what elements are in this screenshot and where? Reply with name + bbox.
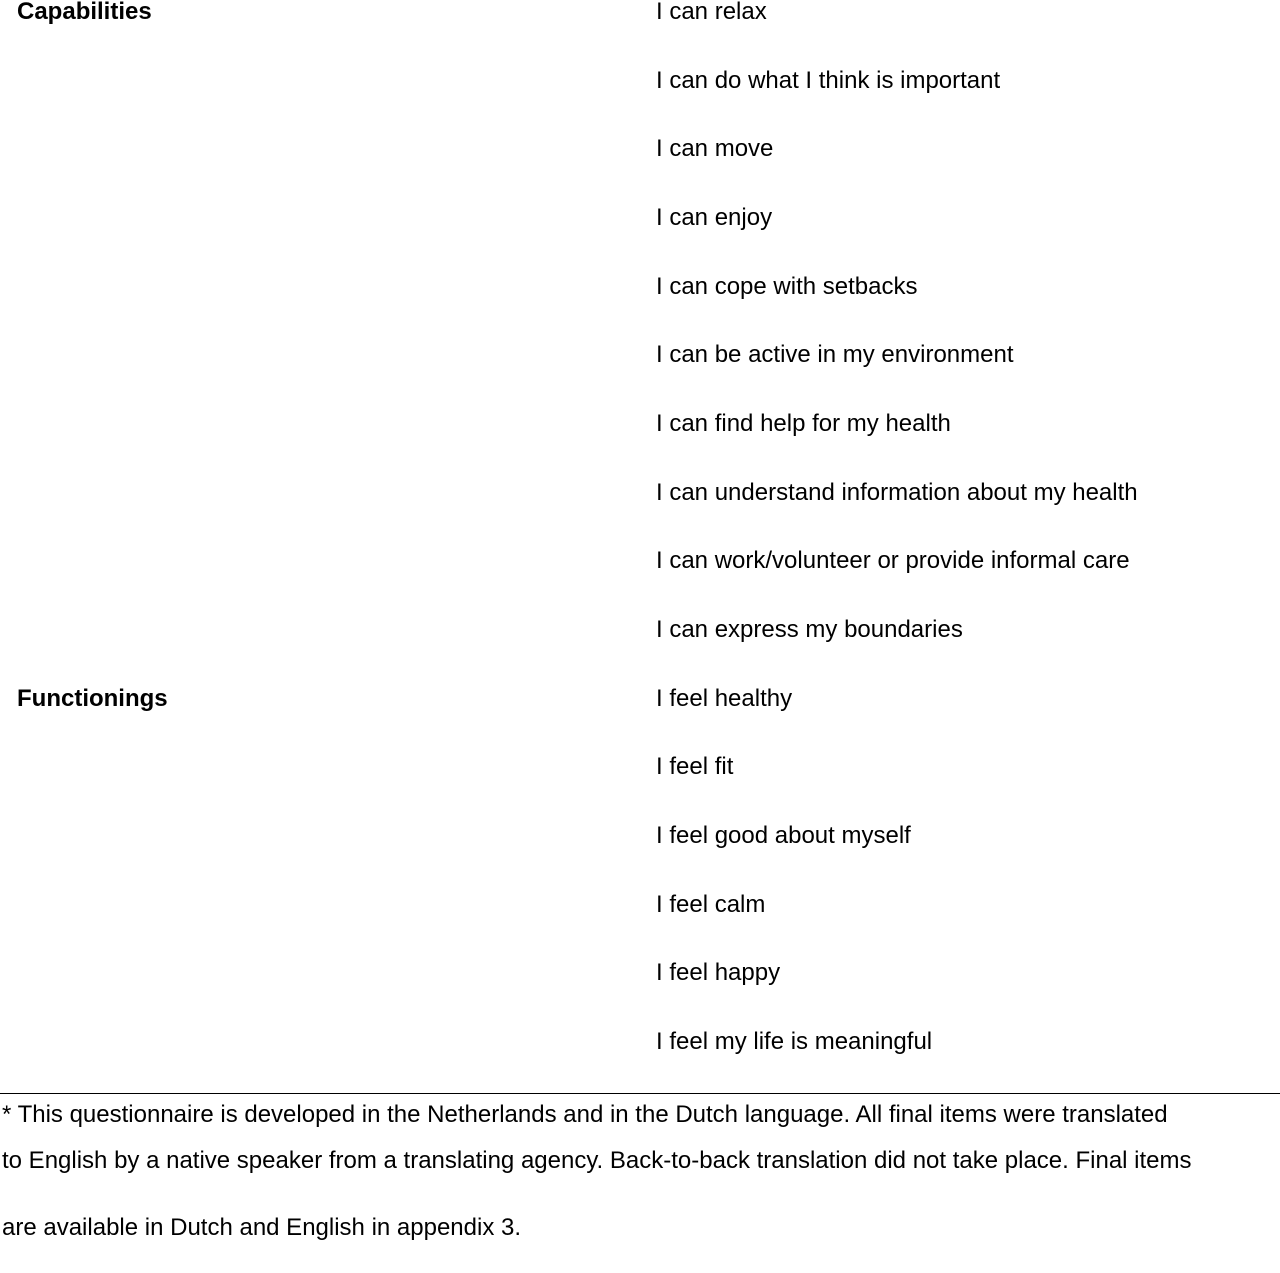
table-row: [0, 134, 1280, 164]
footnote-line: * This questionnaire is developed in the Netherlands and in the Dutch language. All final items were translated: [2, 1101, 1168, 1128]
questionnaire-item: I feel my life is meaningful: [656, 1028, 933, 1055]
questionnaire-item: I can do what I think is important: [656, 67, 1001, 94]
table-row: [0, 752, 1280, 782]
table-row: [0, 272, 1280, 302]
table-row: [0, 1027, 1280, 1057]
category-label-capabilities: Capabilities: [17, 0, 152, 25]
table-row: [0, 821, 1280, 851]
footnote-line: to English by a native speaker from a translating agency. Back-to-back translation did not take place. Final items: [2, 1147, 1192, 1174]
table-row: [0, 478, 1280, 508]
footnote-line: are available in Dutch and English in appendix 3.: [2, 1214, 522, 1241]
questionnaire-item: I feel happy: [656, 959, 781, 986]
table-row: [0, 684, 1280, 714]
category-label-functionings: Functionings: [17, 685, 168, 712]
table-row: [0, 0, 1280, 27]
questionnaire-item: I can work/volunteer or provide informal care: [656, 547, 1130, 574]
questionnaire-item: I feel fit: [656, 753, 734, 780]
questionnaire-item: I feel calm: [656, 891, 766, 918]
questionnaire-item: I can enjoy: [656, 204, 773, 231]
questionnaire-item: I can understand information about my health: [656, 479, 1138, 506]
table-row: [0, 958, 1280, 988]
table-row: [0, 890, 1280, 920]
questionnaire-item: I can relax: [656, 0, 767, 25]
questionnaire-item: I can be active in my environment: [656, 341, 1014, 368]
questionnaire-item: I feel healthy: [656, 685, 793, 712]
table-row: [0, 340, 1280, 370]
questionnaire-item: I can find help for my health: [656, 410, 951, 437]
questionnaire-item: I can express my boundaries: [656, 616, 963, 643]
questionnaire-item: I feel good about myself: [656, 822, 911, 849]
questionnaire-item: I can cope with setbacks: [656, 273, 918, 300]
table-row: [0, 546, 1280, 576]
table-bottom-rule: [0, 1093, 1280, 1094]
table-row: [0, 66, 1280, 96]
table-row: [0, 203, 1280, 233]
table-row: [0, 409, 1280, 439]
questionnaire-item: I can move: [656, 135, 774, 162]
table-row: [0, 615, 1280, 645]
